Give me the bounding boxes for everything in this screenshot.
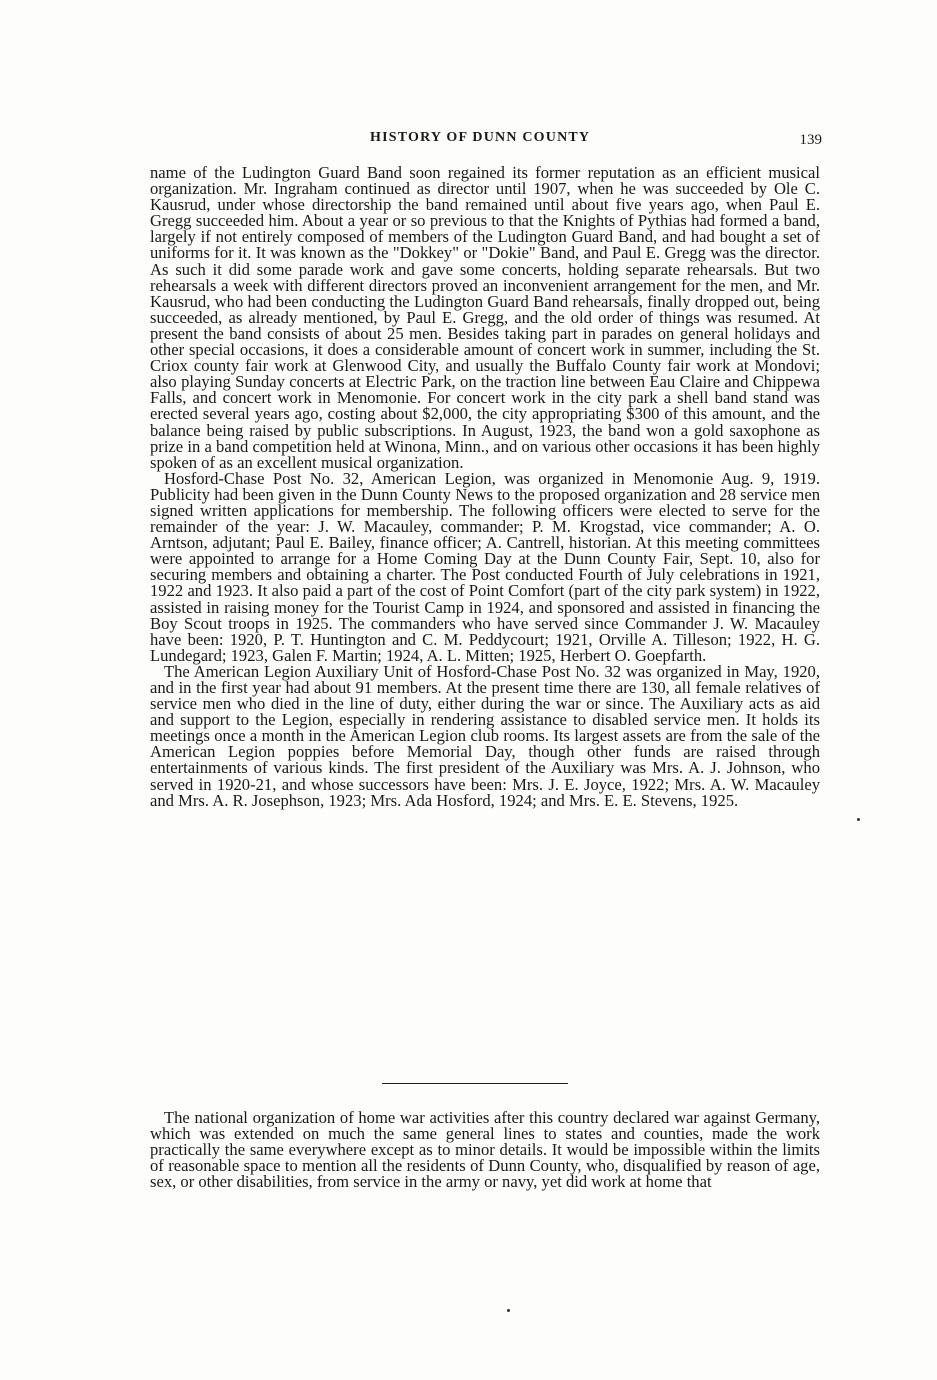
body-text-lower [150,1110,820,1190]
ink-speck [857,818,860,821]
ink-speck [507,1309,510,1312]
running-title: HISTORY OF DUNN COUNTY [370,130,591,145]
running-head [150,130,830,154]
page-number: 139 [799,132,822,148]
section-divider [382,1083,568,1084]
paragraph-american-legion: Hosford-Chase Post No. 32, American Legion, was organized in Menomonie Aug. 9, 1919. Publicity had been given in the Dunn County News to the proposed organization and 28 service men signed written applications for membership. The following officers were elected to serve for the remainder of the year: J. W. Macauley, commander; P. M. Krogstad, vice commander; A. O. Arntson, adjutant; Paul E. Bailey, finance officer; A. Cantrell, historian. At this meeting committees were appointed to arrange for a Home Coming Day at the Dunn County Fair, Sept. 10, also for securing members and obtaining a charter. The Post conducted Fourth of July celebrations in 1921, 1922 and 1923. It also paid a part of the cost of Point Comfort (part of the city park system) in 1922, assisted in raising money for the Tourist Camp in 1924, and sponsored and assisted in financing the Boy Scout troops in 1925. The commanders who have served since Commander J. W. Macauley have been: 1920, P. T. Huntington and C. M. Peddycourt; 1921, Orville A. Tilleson; 1922, H. G. Lundegard; 1923, Galen F. Martin; 1924, A. L. Mitten; 1925, Herbert O. Goepfarth. [150,468,820,665]
paragraph-home-war-activities: The national organization of home war activities after this country declared war against Germany, which was extended on much the same general lines to states and counties, made the work practically the same everywhere except as to minor details. It would be impossible within the limits of reasonable space to mention all the residents of Dunn County, who, disqualified by reason of age, sex, or other disabilities, from service in the army or navy, yet did work at home that [150,1108,820,1192]
paragraph-band: name of the Ludington Guard Band soon regained its former reputation as an efficient musical organization. Mr. Ingraham continued as director until 1907, when he was succeeded by Ole C. Kausrud, under whose directorship the band remained until about five years ago, when Paul E. Gregg succeeded him. About a year or so previous to that the Knights of Pythias had formed a band, largely if not entirely composed of members of the Ludington Guard Band, and had bought a set of uniforms for it. It was known as the "Dokkey" or "Dokie" Band, and Paul E. Gregg was the director. As such it did some parade work and gave some concerts, holding separate rehearsals. But two rehearsals a week with different directors proved an inconvenient arrangement for the men, and Mr. Kausrud, who had been conducting the Ludington Guard Band rehearsals, finally dropped out, being succeeded, as already mentioned, by Paul E. Gregg, and the old order of things was resumed. At present the band consists of about 25 men. Besides taking part in parades on general holidays and other special occasions, it does a considerable amount of concert work in summer, including the St. Criox county fair work at Glenwood City, and usually the Buffalo County fair work at Mondovi; also playing Sunday concerts at Electric Park, on the traction line between Eau Claire and Chippewa Falls, and concert work in Menomonie. For concert work in the city park a shell band stand was erected several years ago, costing about $2,000, the city appropriating $300 of this amount, and the balance being raised by public subscriptions. In August, 1923, the band won a gold saxophone as prize in a band competition held at Winona, Minn., and on various other occasions it has been highly spoken of as an excellent musical organization. [150,163,820,472]
body-text-upper [150,165,820,809]
paragraph-legion-auxiliary: The American Legion Auxiliary Unit of Hosford-Chase Post No. 32 was organized in May, 1920, and in the first year had about 91 members. At the present time there are 130, all female relatives of service men who died in the line of duty, either during the war or since. The Auxiliary acts as aid and support to the Legion, especially in rendering assistance to disabled service men. It holds its meetings once a month in the American Legion club rooms. Its largest assets are from the sale of the American Legion poppies before Memorial Day, though other funds are raised through entertainments of various kinds. The first president of the Auxiliary was Mrs. A. J. Johnson, who served in 1920-21, and whose successors have been: Mrs. J. E. Joyce, 1922; Mrs. A. W. Macauley and Mrs. A. R. Josephson, 1923; Mrs. Ada Hosford, 1924; and Mrs. E. E. Stevens, 1925. [150,661,820,810]
